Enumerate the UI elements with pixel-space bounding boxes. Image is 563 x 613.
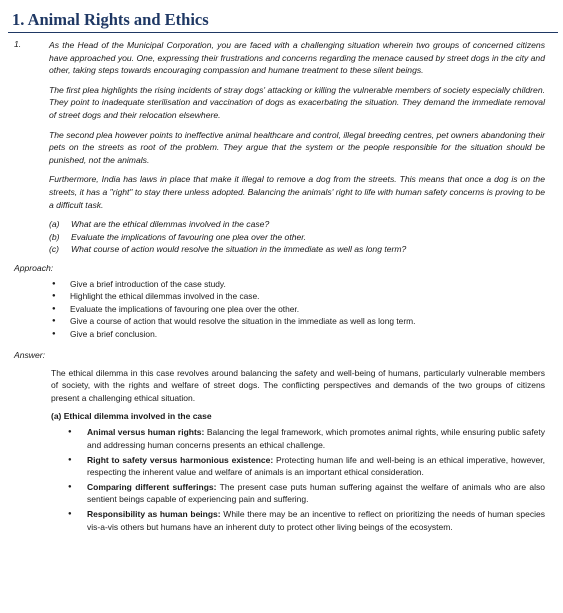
dilemma-text: Protecting human life and well-being is an ethical imperative, however, respecting the inherent value and welfare of animals is an important ethical consideration. xyxy=(87,454,546,478)
question-number: 1. xyxy=(14,39,22,49)
answer-intro: The ethical dilemma in this case revolves around balancing the safety and well-being of humans, particularly vulnerable members of society, with the rights and welfare of street dogs. The conflicting perspectives and demands of the two groups of citizens present a challenging ethical situation. xyxy=(51,367,545,403)
dilemma-text: The present case puts human suffering against the welfare of animals who are also sentient beings capable of experiencing pain and suffering. xyxy=(87,481,545,505)
approach-item: ● Evaluate the implications of favouring one plea over the other. xyxy=(52,303,553,316)
approach-item: ● Highlight the ethical dilemmas involved in the case. xyxy=(52,290,553,303)
sub-question xyxy=(49,231,545,244)
sub-question-text: Evaluate the implications of favouring one plea over the other. xyxy=(71,231,307,242)
dilemma-title: Comparing different sufferings: xyxy=(87,481,217,492)
dilemma-item xyxy=(68,508,545,533)
question-paragraph: As the Head of the Municipal Corporation, you are faced with a challenging situation wherein two groups of concerned citizens have approached you. One, expressing their frustrations and concerns regarding the menace caused by street dogs in the city and other, taking steps towards encouraging compassion and humane treatment to these silent beings. xyxy=(49,40,545,76)
sub-question xyxy=(49,218,545,231)
dilemma-item xyxy=(68,481,545,506)
approach-item: ● Give a brief conclusion. xyxy=(52,328,553,341)
approach-list xyxy=(0,278,553,341)
question-paragraph: The second plea however points to ineffective animal healthcare and control, illegal breeding centres, pet owners abandoning their pets on the streets as root of the problem. They argue that the system or the people responsible for the situation should be punished, not the animals. xyxy=(49,129,545,165)
dilemma-item xyxy=(68,426,545,451)
answer-body xyxy=(51,367,545,534)
approach-item: ● Give a brief introduction of the case study. xyxy=(52,278,553,291)
question-body xyxy=(49,39,545,256)
dilemma-title: Right to safety versus harmonious existence: xyxy=(87,454,274,465)
dilemma-text: While there may be an incentive to reflect on prioritizing the needs of human species vis-a-vis others but humans have an inherent duty to protect other living beings of the ecosystem. xyxy=(87,508,545,532)
sub-question xyxy=(49,243,545,256)
dilemma-list xyxy=(51,426,545,533)
heading-rule xyxy=(8,32,558,33)
sub-question-label: (b) xyxy=(49,231,60,242)
dilemma-title: Animal versus human rights: xyxy=(87,427,205,438)
answer-label: Answer: xyxy=(14,349,46,360)
answer-subheading: (a) Ethical dilemma involved in the case xyxy=(51,411,212,422)
sub-question-text: What course of action would resolve the situation in the immediate as well as long term? xyxy=(71,244,407,255)
dilemma-title: Responsibility as human beings: xyxy=(87,508,221,519)
dilemma-item xyxy=(68,454,545,479)
section-heading: 1. Animal Rights and Ethics xyxy=(12,10,209,29)
question-block xyxy=(0,39,553,256)
sub-question-label: (c) xyxy=(49,244,60,255)
approach-item: ● Give a course of action that would resolve the situation in the immediate as well as long term. xyxy=(52,315,553,328)
question-paragraph: Furthermore, India has laws in place that make it illegal to remove a dog from the streets. This means that once a dog is on the streets, it has a "right" to stay there unless adopted. Balancing the animals' right to life with human safety concerns is proving to be a difficult task. xyxy=(49,174,545,210)
sub-question-text: What are the ethical dilemmas involved in the case? xyxy=(71,219,270,230)
approach-label: Approach: xyxy=(14,262,54,273)
sub-question-label: (a) xyxy=(49,219,60,230)
question-paragraph: The first plea highlights the rising incidents of stray dogs' attacking or killing the vulnerable members of society especially children. They point to inadequate sterilisation and vaccination of dogs as exacerbating the situation. They demand the immediate removal of street dogs and their relocation elsewhere. xyxy=(49,84,545,120)
dilemma-text: Balancing the legal framework, which promotes animal rights, while ensuring public safety and addressing human concerns presents an ethical challenge. xyxy=(87,427,545,450)
